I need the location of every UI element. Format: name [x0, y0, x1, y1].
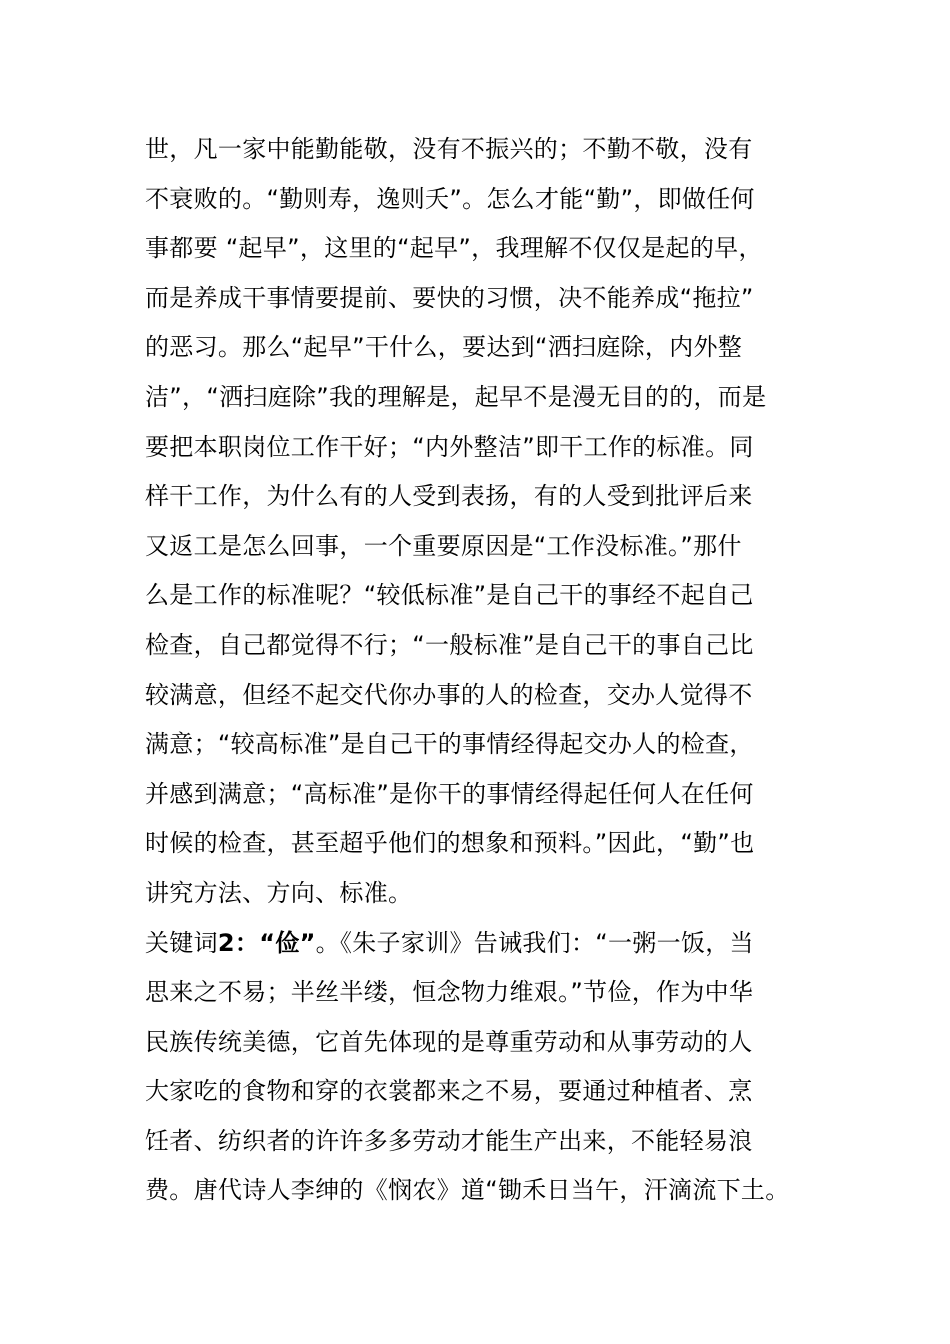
text-line: 么是工作的标准呢？“较低标准”是自己干的事经不起自己 [145, 581, 754, 610]
text-line: 较满意，但经不起交代你办事的人的检查，交办人觉得不 [145, 680, 753, 709]
keyword-rest: 。《朱子家训》告诫我们：“一粥一饭，当 [315, 928, 754, 957]
keyword-label: 2：“俭” [217, 928, 316, 957]
text-line: 大家吃的食物和穿的衣裳都来之不易，要通过种植者、烹 [145, 1077, 753, 1106]
text-line: 洁”，“洒扫庭除”我的理解是，起早不是漫无目的的，而是 [145, 382, 767, 411]
text-line: 满意；“较高标准”是自己干的事情经得起交办人的检查， [145, 730, 754, 759]
text-line: 讲究方法、方向、标准。 [145, 878, 413, 907]
text-line: 要把本职岗位工作干好；“内外整洁”即干工作的标准。同 [145, 432, 754, 461]
body-text [145, 125, 845, 1216]
text-line: 并感到满意；“高标准”是你干的事情经得起任何人在任何 [145, 779, 754, 808]
text-line: 世，凡一家中能勤能敬，没有不振兴的；不勤不敬，没有 [145, 135, 753, 163]
text-line: 样干工作，为什么有的人受到表扬，有的人受到批评后来 [145, 482, 753, 511]
text-line: 事都要 “起早”，这里的“起早”，我理解不仅仅是起的早， [145, 234, 763, 263]
keyword-prefix: 关键词 [145, 928, 218, 957]
text-line: 饪者、纺织者的许许多多劳动才能生产出来，不能轻易浪 [145, 1126, 753, 1155]
text-line: 时候的检查，甚至超乎他们的想象和预料。”因此，“勤”也 [145, 829, 755, 858]
text-line: 不衰败的。“勤则寿，逸则夭”。怎么才能“勤”，即做任何 [145, 184, 755, 213]
keyword-heading-line [145, 919, 845, 969]
text-line: 的恶习。那么“起早”干什么，要达到“洒扫庭除，内外整 [145, 333, 743, 362]
text-line: 费。唐代诗人李绅的《悯农》道“锄禾日当午，汗滴流下土。 [145, 1176, 790, 1205]
text-line: 而是养成干事情要提前、要快的习惯，决不能养成“拖拉” [145, 283, 754, 312]
text-line: 思来之不易；半丝半缕，恒念物力维艰。”节俭，作为中华 [145, 978, 754, 1007]
text-line: 民族传统美德，它首先体现的是尊重劳动和从事劳动的人 [145, 1027, 753, 1056]
text-line: 又返工是怎么回事，一个重要原因是“工作没标准。”那什 [145, 531, 742, 560]
text-line: 检查，自己都觉得不行；“一般标准”是自己干的事自己比 [145, 630, 754, 659]
